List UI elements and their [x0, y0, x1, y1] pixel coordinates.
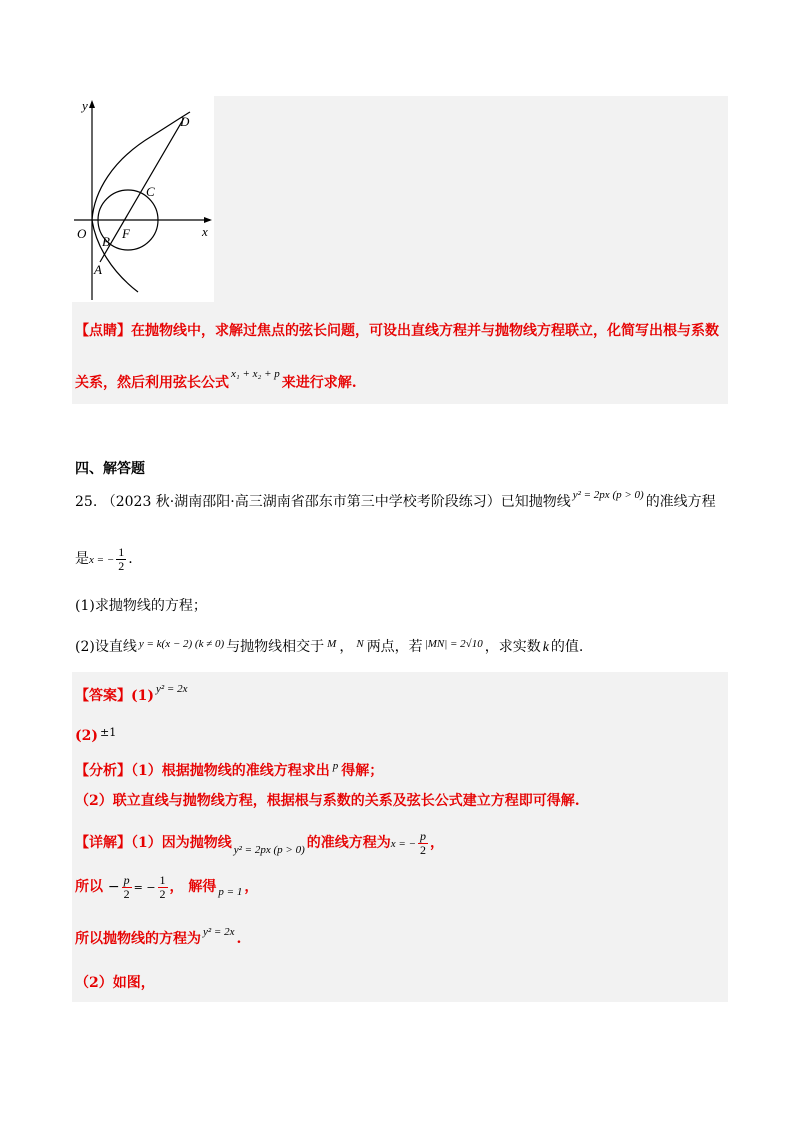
x-axis-arrow	[204, 217, 212, 223]
detail-l2-end: ，	[244, 879, 259, 896]
detail-l1-mid: 的准线方程为	[306, 835, 391, 852]
detail-l1-pre: （1）因为抛物线	[131, 835, 232, 852]
answer-line1	[75, 685, 188, 705]
detail-l3-end: .	[236, 931, 242, 947]
label-B: B	[102, 234, 110, 249]
analysis-tag: 【分析】	[75, 763, 131, 779]
detail-l1-end: ，	[429, 835, 444, 852]
chord-line	[100, 118, 184, 262]
detail-l2-num1: p	[123, 873, 130, 887]
analysis-p: p	[332, 760, 339, 772]
answer-line2	[75, 728, 116, 744]
parabola-diagram	[72, 96, 214, 302]
detail-line1	[75, 830, 444, 856]
label-C: C	[146, 184, 155, 199]
directrix-den: 2	[118, 558, 125, 573]
detail-l3-pre: 所以抛物线的方程为	[75, 931, 201, 947]
detail-line2	[75, 874, 258, 900]
detail-l2-minus: −	[107, 879, 120, 896]
dianjing-line2	[75, 368, 357, 392]
detail-l2-pre: 所以	[75, 879, 103, 896]
q2-length-eq: |MN| = 2√10	[424, 638, 483, 650]
dianjing-text3: 来进行求解.	[281, 375, 357, 391]
detail-l1-eq2-lhs: x = −	[390, 838, 416, 851]
detail-l3-eq: y² = 2x	[203, 926, 235, 938]
problem-source: （2023 秋·湖南邵阳·高三湖南省邵东市第三中学校考阶段练习）已知抛物线	[101, 494, 571, 510]
detail-l2-fraction1	[122, 874, 132, 900]
parabola-upper	[92, 112, 190, 220]
q2-line-eq: y = k(x − 2) (k ≠ 0)	[138, 638, 225, 650]
problem-line2-post: .	[128, 551, 133, 568]
detail-line3	[75, 928, 241, 948]
analysis-line2: （2）联立直线与抛物线方程，根据根与系数的关系及弦长公式建立方程即可得解.	[75, 793, 580, 809]
dianjing-line1	[75, 320, 719, 340]
dianjing-text2: 关系，然后利用弦长公式	[75, 375, 229, 391]
q2-mid2: 两点，若	[366, 639, 423, 655]
q2-pre: (2)设直线	[75, 639, 137, 655]
problem-number: 25.	[75, 494, 98, 510]
y-axis-arrow	[89, 100, 95, 108]
detail-l2-den1: 2	[123, 886, 130, 901]
detail-l1-fraction	[418, 830, 428, 856]
detail-l1-num: p	[419, 829, 426, 843]
directrix-lhs: x = −	[89, 554, 115, 567]
detail-l2-fraction2	[158, 874, 168, 900]
section-title: 四、解答题	[75, 461, 145, 477]
label-x: x	[202, 224, 208, 239]
problem-line2	[75, 546, 133, 572]
dianjing-text1: 在抛物线中，求解过焦点的弦长问题，可设出直线方程并与抛物线方程联立，化简写出根与系数	[131, 323, 719, 339]
detail-l2-den2: 2	[159, 886, 166, 901]
problem-after-eq1: 的准线方程	[645, 494, 716, 510]
directrix-num: 1	[118, 545, 125, 559]
q2-N: N	[356, 638, 364, 650]
parabola-figure	[72, 96, 214, 302]
problem-eq1: y² = 2px (p > 0)	[572, 489, 644, 501]
parabola-lower	[92, 220, 138, 292]
answer-tag: 【答案】	[75, 688, 131, 704]
q2-comma: ，	[339, 639, 354, 655]
label-A: A	[94, 262, 102, 277]
label-F: F	[122, 226, 130, 241]
question-2	[75, 636, 583, 656]
analysis-text1-post: 得解；	[341, 763, 384, 779]
analysis-text1: （1）根据抛物线的准线方程求出	[131, 763, 330, 779]
detail-tag: 【详解】	[75, 835, 131, 852]
label-D: D	[180, 114, 190, 129]
problem-line2-pre: 是	[75, 551, 89, 568]
q2-M: M	[327, 638, 337, 650]
detail-l1-den: 2	[419, 842, 426, 857]
q2-mid: 与抛物线相交于	[226, 639, 325, 655]
label-O: O	[77, 226, 87, 241]
answer-p2-label: (2)	[75, 728, 98, 744]
detail-line4: （2）如图，	[75, 975, 155, 991]
answer-p1-label: (1)	[131, 688, 154, 704]
question-1: (1)求抛物线的方程；	[75, 598, 207, 614]
answer-p2-val: ±1	[100, 726, 117, 739]
q2-k: k	[542, 640, 549, 655]
directrix-fraction	[116, 546, 126, 572]
answer-p1-eq: y² = 2x	[156, 683, 188, 695]
analysis-line1	[75, 760, 383, 780]
label-y: y	[82, 98, 88, 113]
q2-post: ，求实数	[484, 639, 541, 655]
detail-l1-eq: y² = 2px (p > 0)	[233, 844, 305, 857]
q2-end: 的值.	[550, 639, 584, 655]
detail-l2-mid: ， 解得	[169, 879, 217, 896]
problem-line1	[75, 491, 716, 511]
detail-l2-eq: = −	[133, 881, 156, 895]
detail-l2-res: p = 1	[218, 886, 243, 899]
detail-l2-num2: 1	[159, 873, 166, 887]
dianjing-tag: 【点睛】	[75, 323, 131, 339]
chord-formula: x₁ + x₂ + p	[231, 368, 280, 380]
